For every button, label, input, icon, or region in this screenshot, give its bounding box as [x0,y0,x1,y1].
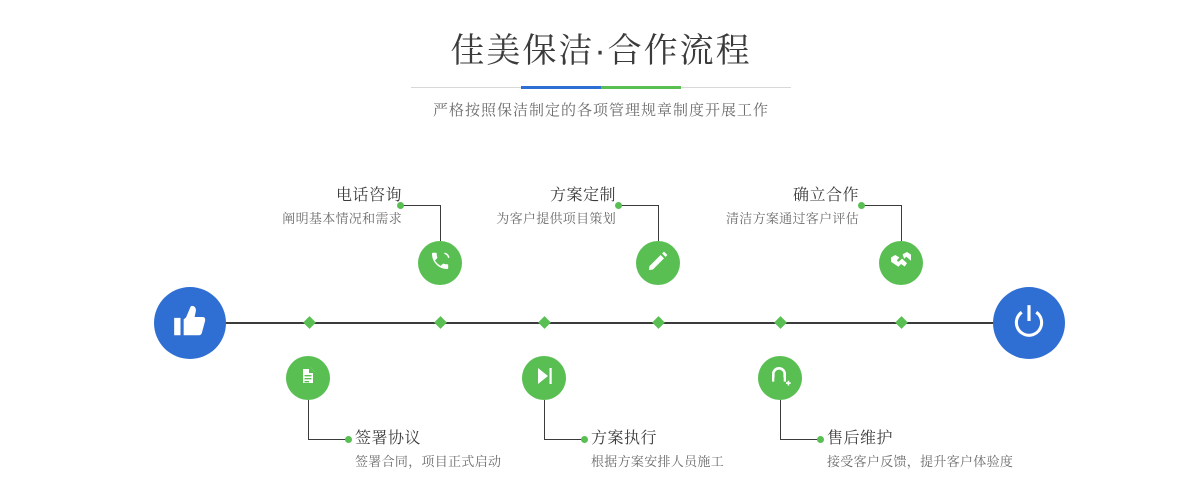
axis-marker [434,316,447,329]
step-icon-5 [879,241,923,285]
step-title-6: 售后维护 [827,430,894,447]
step-label-5 [700,185,859,229]
step-label-1 [252,185,402,229]
step-desc-1: 阐明基本情况和需求 [282,211,402,226]
phone-call-icon [428,249,452,278]
step-tick-5 [858,202,865,209]
axis-marker [652,316,665,329]
step-title-2: 签署协议 [355,430,422,447]
step-connector-5-vertical [901,205,902,241]
step-connector-4-horizontal [544,439,584,440]
step-title-1: 电话咨询 [335,187,402,204]
timeline-end-badge [993,287,1065,359]
step-desc-2: 签署合同，项目正式启动 [355,454,502,469]
step-connector-2-horizontal [308,439,348,440]
step-title-5: 确立合作 [792,187,859,204]
axis-marker [895,316,908,329]
power-icon [1010,302,1048,345]
step-tick-4 [581,436,588,443]
page-title: 佳美保洁·合作流程 [450,32,752,70]
step-icon-2 [286,356,330,400]
step-connector-2-vertical [308,400,309,439]
play-forward-icon [532,364,556,393]
step-label-3 [458,185,616,229]
step-title-3: 方案定制 [549,187,616,204]
step-connector-5-horizontal [861,205,902,206]
step-icon-6 [758,356,802,400]
step-icon-4 [522,356,566,400]
step-connector-6-horizontal [780,439,820,440]
step-icon-3 [636,241,680,285]
thumbs-up-icon [171,302,209,345]
timeline-start-badge [154,287,226,359]
step-desc-3: 为客户提供项目策划 [496,211,616,226]
step-icon-1 [418,241,462,285]
step-tick-2 [345,436,352,443]
step-title-4: 方案执行 [591,430,658,447]
step-desc-6: 接受客户反馈，提升客户体验度 [827,454,1014,469]
step-tick-3 [615,202,622,209]
document-edit-icon [296,364,320,393]
page-subtitle: 严格按照保洁制定的各项管理规章制度开展工作 [432,102,769,119]
axis-marker [538,316,551,329]
step-label-6 [827,428,1013,472]
step-desc-4: 根据方案安排人员施工 [591,454,725,469]
step-connector-3-vertical [658,205,659,241]
step-label-4 [591,428,724,472]
step-connector-6-vertical [780,400,781,439]
step-connector-4-vertical [544,400,545,439]
step-label-2 [355,428,501,472]
step-tick-6 [817,436,824,443]
step-desc-5: 清洁方案通过客户评估 [725,211,859,226]
axis-marker [303,316,316,329]
step-connector-1-horizontal [400,205,441,206]
axis-marker [774,316,787,329]
pencil-ruler-icon [646,249,670,278]
headset-support-icon [768,364,792,393]
step-connector-3-horizontal [618,205,659,206]
handshake-icon [889,249,913,278]
step-connector-1-vertical [440,205,441,241]
